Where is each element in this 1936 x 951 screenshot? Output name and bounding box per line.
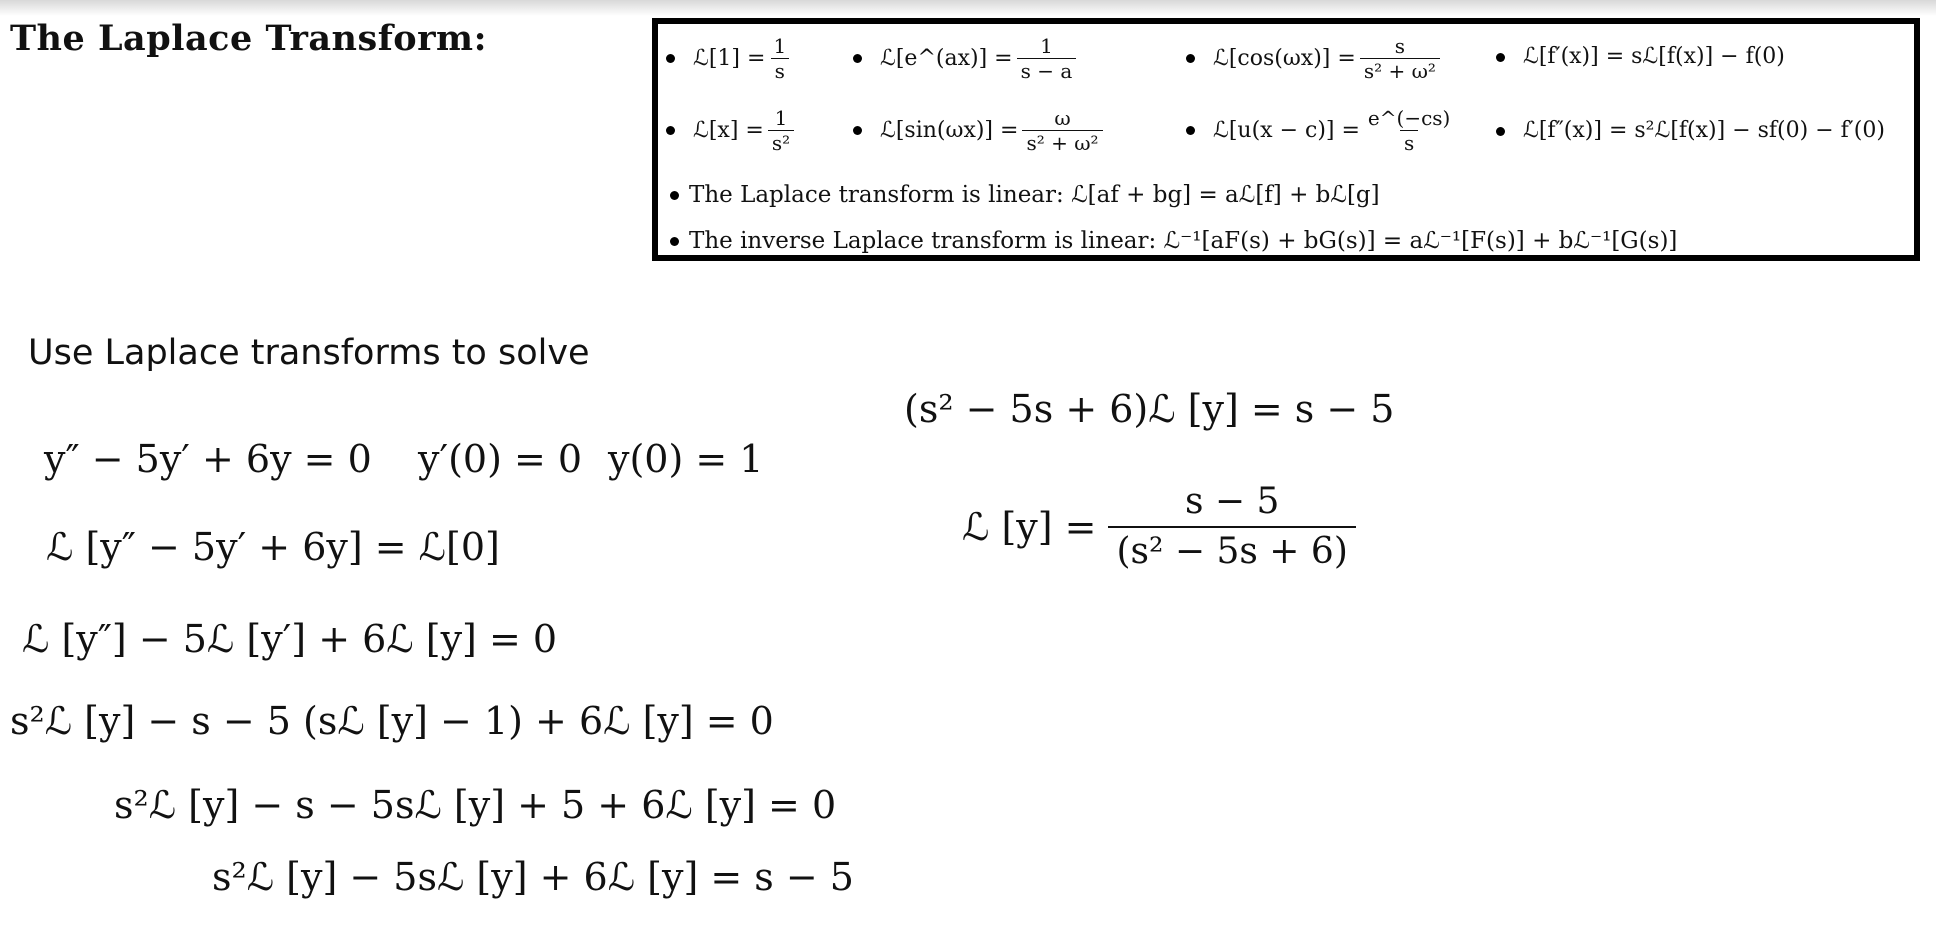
bullet-icon bbox=[1186, 126, 1195, 135]
top-shadow bbox=[0, 0, 1936, 16]
solution-step-5: s²ℒ [y] − 5sℒ [y] + 6ℒ [y] = s − 5 bbox=[212, 855, 854, 899]
problem-ode: y″ − 5y′ + 6y = 0 bbox=[44, 437, 372, 481]
bullet-icon bbox=[853, 54, 862, 63]
ref-fraction bbox=[1360, 36, 1440, 81]
ref-laplace-1 bbox=[666, 36, 794, 81]
solution-fraction bbox=[1108, 481, 1355, 572]
initial-condition-value: y(0) = 1 bbox=[608, 437, 764, 481]
ref-laplace-x bbox=[666, 108, 798, 153]
bullet-icon bbox=[1186, 54, 1195, 63]
ref-laplace-sin bbox=[853, 108, 1107, 153]
fraction-denominator: (s² − 5s + 6) bbox=[1108, 526, 1355, 570]
fraction-denominator: s² + ω² bbox=[1022, 130, 1102, 153]
initial-condition-derivative: y′(0) = 0 bbox=[418, 437, 583, 481]
bullet-icon bbox=[670, 191, 679, 200]
fraction-numerator: s − 5 bbox=[1184, 481, 1280, 522]
solution-step-1: ℒ [y″ − 5y′ + 6y] = ℒ[0] bbox=[46, 525, 500, 569]
bullet-icon bbox=[1496, 53, 1505, 62]
bullet-icon bbox=[666, 126, 675, 135]
fraction-denominator: s bbox=[1400, 130, 1418, 153]
solution-step-4: s²ℒ [y] − s − 5sℒ [y] + 5 + 6ℒ [y] = 0 bbox=[114, 783, 837, 827]
ref-linearity bbox=[670, 184, 1380, 207]
solution-expression bbox=[962, 481, 1356, 572]
ref-fraction bbox=[1022, 108, 1102, 153]
ref-lhs: ℒ[u(x − c)] = bbox=[1213, 117, 1360, 143]
ref-linearity-text: The Laplace transform is linear: ℒ[af + bg] = aℒ[f] + bℒ[g] bbox=[689, 182, 1380, 208]
reference-box bbox=[652, 18, 1920, 261]
ref-lhs: ℒ[1] = bbox=[693, 45, 766, 71]
solution-step-3: s²ℒ [y] − s − 5 (sℒ [y] − 1) + 6ℒ [y] = 0 bbox=[10, 699, 774, 743]
fraction-numerator: 1 bbox=[1040, 34, 1053, 58]
fraction-numerator: s bbox=[1394, 34, 1405, 58]
fraction-denominator: s − a bbox=[1017, 58, 1077, 81]
fraction-denominator: s bbox=[771, 58, 789, 81]
ref-inverse-linearity-text: The inverse Laplace transform is linear: ℒ⁻¹[aF(s) + bG(s)] = aℒ⁻¹[F(s)] + bℒ⁻¹[G(s)] bbox=[689, 228, 1678, 254]
ref-derivative-formula: ℒ[f′(x)] = sℒ[f(x)] − f(0) bbox=[1523, 44, 1785, 69]
ref-laplace-second-derivative bbox=[1496, 120, 1885, 142]
ref-inverse-linearity bbox=[670, 230, 1677, 253]
fraction-denominator: s² + ω² bbox=[1360, 58, 1440, 81]
ref-laplace-cos bbox=[1186, 36, 1444, 81]
bullet-icon bbox=[853, 126, 862, 135]
factored-equation: (s² − 5s + 6)ℒ [y] = s − 5 bbox=[904, 387, 1395, 431]
ref-fraction bbox=[1017, 36, 1077, 81]
ref-lhs: ℒ[sin(ωx)] = bbox=[880, 117, 1019, 143]
bullet-icon bbox=[1496, 127, 1505, 136]
ref-laplace-first-derivative bbox=[1496, 46, 1785, 68]
ref-laplace-step bbox=[1186, 108, 1458, 153]
ref-fraction bbox=[1364, 108, 1454, 153]
fraction-numerator: 1 bbox=[773, 34, 787, 58]
solution-lhs: ℒ [y] = bbox=[962, 505, 1097, 549]
fraction-numerator: 1 bbox=[774, 106, 788, 130]
ref-lhs: ℒ[cos(ωx)] = bbox=[1213, 45, 1356, 71]
solution-step-2: ℒ [y″] − 5ℒ [y′] + 6ℒ [y] = 0 bbox=[22, 617, 558, 661]
ref-lhs: ℒ[x] = bbox=[693, 117, 764, 143]
problem-prompt: Use Laplace transforms to solve bbox=[28, 333, 590, 373]
ref-derivative-formula: ℒ[f″(x)] = s²ℒ[f(x)] − sf(0) − f′(0) bbox=[1523, 118, 1885, 143]
bullet-icon bbox=[670, 237, 679, 246]
fraction-denominator: s² bbox=[768, 130, 794, 153]
fraction-numerator: ω bbox=[1054, 106, 1071, 130]
page-title: The Laplace Transform: bbox=[10, 18, 488, 59]
ref-lhs: ℒ[e^(ax)] = bbox=[880, 45, 1013, 71]
ref-fraction bbox=[769, 36, 790, 81]
ref-laplace-exp bbox=[853, 36, 1080, 81]
ref-fraction bbox=[768, 108, 794, 153]
fraction-numerator: e^(−cs) bbox=[1367, 106, 1451, 130]
bullet-icon bbox=[666, 54, 675, 63]
